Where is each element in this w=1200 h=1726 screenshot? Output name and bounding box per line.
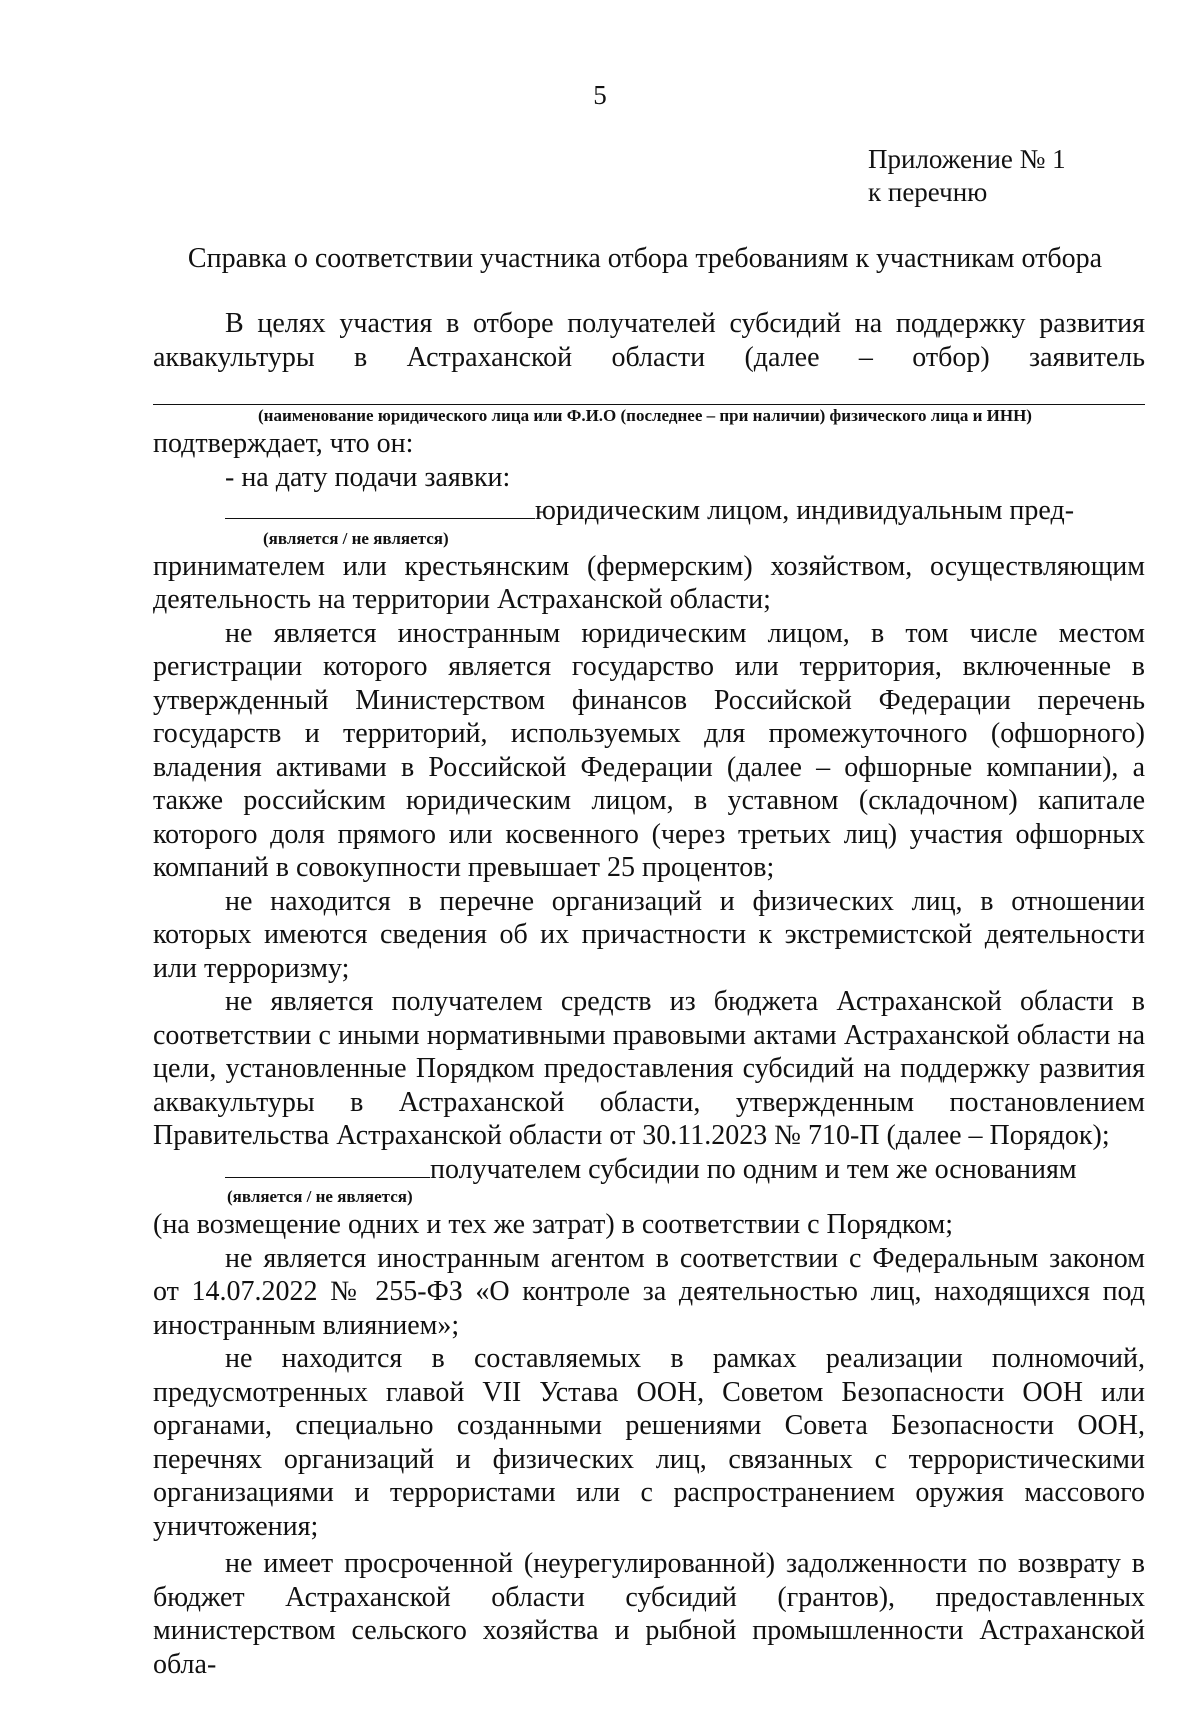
appendix-number: Приложение № 1	[868, 144, 1066, 174]
intro-line-1: В целях участия в отборе получателей субсидий на поддержку развития	[225, 308, 1145, 339]
applicant-name-hint: (наименование юридического лица или Ф.И.О (последнее – при наличии) физического лица и ИНН)	[258, 406, 1032, 425]
legal-status-hint: (является / не является)	[263, 528, 449, 548]
budget-paragraph: не является получателем средств из бюджета Астраханской области в соответствии с иными нормативными правовыми актами Астраханской области на цели, установленные Порядком предоставления субсидий на поддержку развития аквакультуры в Астраханской области, утвержденным постановлением Правительства Астраханской области от 30.11.2023 № 710-П (далее – Порядок);	[153, 986, 1145, 1151]
subsidy-status-text: получателем субсидии по одним и тем же основаниям	[430, 1153, 1077, 1185]
foreign-agent-paragraph: не является иностранным агентом в соответствии с Федеральным законом от 14.07.2022 № 255-ФЗ «О контроле за деятельностью лиц, находящихся под иностранным влиянием»;	[153, 1242, 1145, 1341]
subsidy-status-hint: (является / не является)	[227, 1187, 413, 1206]
subsidy-status-continuation: (на возмещение одних и тех же затрат) в соответствии с Порядком;	[153, 1209, 954, 1240]
subsidy-status-blank	[225, 1155, 430, 1178]
document-title: Справка о соответствии участника отбора требованиям к участникам отбора	[187, 243, 1103, 274]
appendix-reference: к перечню	[868, 177, 988, 207]
legal-status-blank	[225, 496, 535, 519]
legal-status-line	[153, 494, 1145, 528]
un-lists-paragraph: не находится в составляемых в рамках реализации полномочий, предусмотренных главой VII Устава ООН, Советом Безопасности ООН или органами, специально созданными решениями Совета Безопасности ООН, перечнях организаций и физических лиц, связанных с террористическими организациями и террористами или с распространением оружия массового уничтожения;	[153, 1343, 1145, 1542]
subsidy-status-line	[153, 1153, 1145, 1187]
confirms-text: подтверждает, что он:	[153, 428, 414, 459]
submission-date-line: - на дату подачи заявки:	[225, 461, 511, 493]
debt-paragraph: не имеет просроченной (неурегулированной) задолженности по возврату в бюджет Астраханской области субсидий (грантов), предоставленных министерством сельского хозяйства и рыбной промышленности Астраханской обла-	[153, 1548, 1145, 1680]
page-number: 5	[593, 80, 607, 110]
extremism-paragraph: не находится в перечне организаций и физических лиц, в отношении которых имеются сведения об их причастности к экстремистской деятельности или терроризму;	[153, 885, 1145, 984]
intro-line-2: аквакультуры в Астраханской области (далее – отбор) заявитель	[153, 341, 1145, 373]
offshore-paragraph: не является иностранным юридическим лицом, в том числе местом регистрации которого является государство или территория, включенные в утвержденный Министерством финансов Российской Федерации перечень государств и территорий, используемых для промежуточного (офшорного) владения активами в Российской Федерации (далее – офшорные компании), а также российским юридическим лицом, в уставном (складочном) капитале которого доля прямого или косвенного (через третьих лиц) участия офшорных компаний в совокупности превышает 25 процентов;	[153, 617, 1145, 883]
applicant-name-line	[153, 374, 1145, 405]
legal-status-text: юридическим лицом, индивидуальным пред-	[535, 495, 1075, 526]
appendix-header	[868, 143, 1066, 209]
document-body	[153, 307, 1145, 1681]
legal-status-continuation: принимателем или крестьянским (фермерским) хозяйством, осуществляющим деятельность на территории Астраханской области;	[153, 550, 1145, 615]
